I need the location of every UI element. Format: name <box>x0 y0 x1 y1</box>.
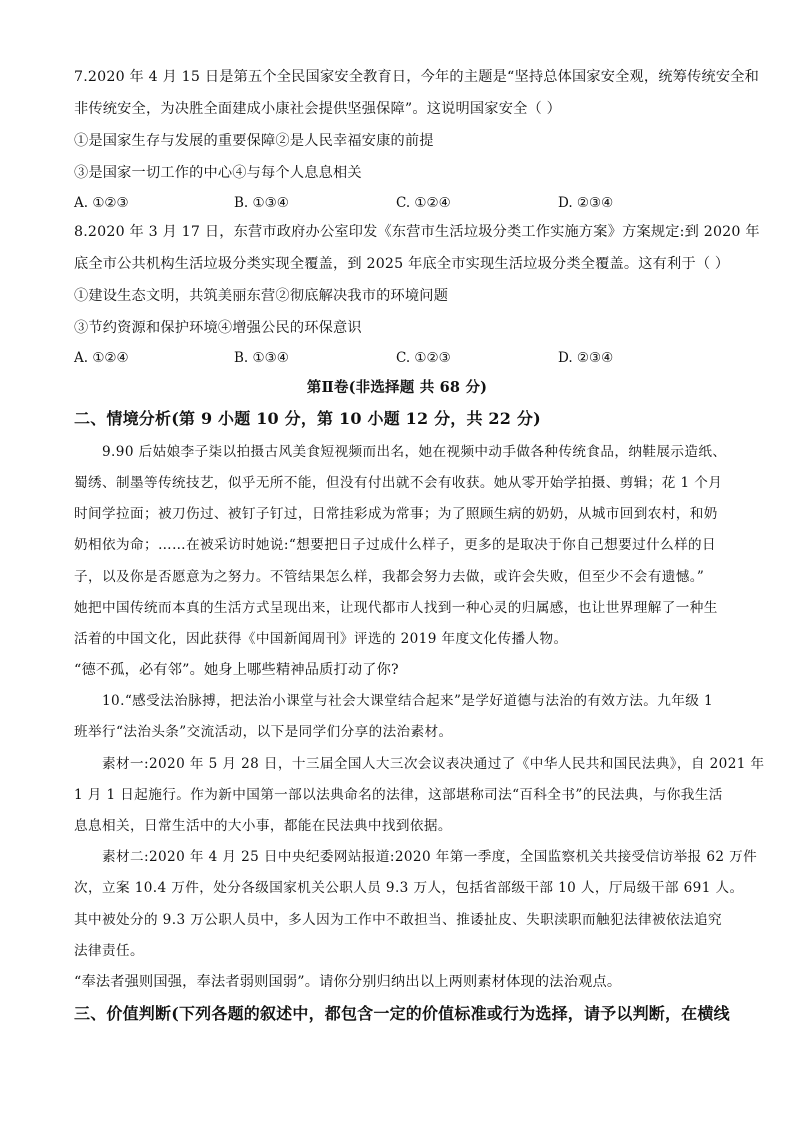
q9-line: 子，以及你是否愿意为之努力。不管结果怎么样，我都会努力去做，或许会失败，但至少不会有遗憾。” <box>74 569 705 585</box>
q7-option-a: A. ①②③ <box>74 195 129 211</box>
part-3-heading: 三、价值判断(下列各题的叙述中，都包含一定的价值标准或行为选择，请予以判断，在横线 <box>74 1004 730 1023</box>
q10-material-1-line: 素材一:2020 年 5 月 28 日，十三届全国人大三次会议表决通过了《中华人民共和国民法典》，自 2021 年 <box>102 756 765 772</box>
part-2-heading: 二、情境分析(第 9 小题 10 分，第 10 小题 12 分，共 22 分) <box>74 409 541 428</box>
q9-line: 活着的中国文化，因此获得《中国新闻周刊》评选的 2019 年度文化传播人物。 <box>74 631 568 647</box>
q9-question: “德不孤，必有邻”。她身上哪些精神品质打动了你? <box>74 662 399 678</box>
q8-statement-1: ①建设生态文明，共筑美丽东营②彻底解决我市的环境问题 <box>74 288 449 304</box>
q10-material-2-line: 法律责任。 <box>74 943 144 959</box>
q10-material-2-line: 次，立案 10.4 万件，处分各级国家机关公职人员 9.3 万人，包括省部级干部 10 人，厅局级干部 691 人。 <box>74 880 744 896</box>
q7-option-d: D. ②③④ <box>558 195 614 211</box>
q10-intro-line: 10.“感受法治脉搏，把法治小课堂与社会大课堂结合起来”是学好道德与法治的有效方法。九年级 1 <box>102 693 714 709</box>
q9-line: 奶相依为命；……在被采访时她说:“想要把日子过成什么样子，更多的是取决于你自己想要过什么样的日 <box>74 537 717 553</box>
q10-question: “奉法者强则国强，奉法者弱则国弱”。请你分别归纳出以上两则素材体现的法治观点。 <box>74 974 622 990</box>
q10-intro-line: 班举行“法治头条”交流活动，以下是同学们分享的法治素材。 <box>74 724 453 740</box>
q8-line-1: 8.2020 年 3 月 17 日，东营市政府办公室印发《东营市生活垃圾分类工作实施方案》方案规定:到 2020 年 <box>74 224 760 240</box>
section-2-title: 第Ⅱ卷(非选择题 共 68 分) <box>306 379 488 396</box>
q8-option-c: C. ①②③ <box>396 350 451 366</box>
q9-line: 蜀绣、制墨等传统技艺，似乎无所不能，但没有付出就不会有收获。她从零开始学拍摄、剪辑；花 1 个月 <box>74 475 723 491</box>
q9-line: 时间学拉面；被刀伤过、被钉子钉过，日常挂彩成为常事；为了照顾生病的奶奶，从城市回到农村，和奶 <box>74 506 718 522</box>
q8-statement-2: ③节约资源和保护环境④增强公民的环保意识 <box>74 320 362 336</box>
q8-option-a: A. ①②④ <box>74 350 129 366</box>
q8-line-2: 底全市公共机构生活垃圾分类实现全覆盖，到 2025 年底全市实现生活垃圾分类全覆盖。这有利于（ ） <box>74 256 730 272</box>
q10-material-1-line: 1 月 1 日起施行。作为新中国第一部以法典命名的法律，这部堪称司法“百科全书”的民法典，与你我生活 <box>74 787 723 803</box>
q7-line-1: 7.2020 年 4 月 15 日是第五个全民国家安全教育日，今年的主题是“坚持总体国家安全观，统筹传统安全和 <box>74 69 760 85</box>
q7-line-2: 非传统安全，为决胜全面建成小康社会提供坚强保障”。这说明国家安全（ ） <box>74 101 561 117</box>
q7-option-b: B. ①③④ <box>234 195 289 211</box>
q7-option-c: C. ①②④ <box>396 195 451 211</box>
q10-material-1-line: 息息相关，日常生活中的大小事，都能在民法典中找到依据。 <box>74 818 452 834</box>
q10-material-2-line: 素材二:2020 年 4 月 25 日中央纪委网站报道:2020 年第一季度，全国监察机关共接受信访举报 62 万件 <box>102 849 758 865</box>
q7-statement-2: ③是国家一切工作的中心④与每个人息息相关 <box>74 165 362 181</box>
q8-option-d: D. ②③④ <box>558 350 614 366</box>
q9-line: 9.90 后姑娘李子柒以拍摄古风美食短视频而出名，她在视频中动手做各种传统食品，纳鞋展示造纸、 <box>102 444 727 460</box>
q7-statement-1: ①是国家生存与发展的重要保障②是人民幸福安康的前提 <box>74 133 434 149</box>
q9-line: 她把中国传统而本真的生活方式呈现出来，让现代都市人找到一种心灵的归属感，也让世界理解了一种生 <box>74 600 718 616</box>
q8-option-b: B. ①③④ <box>234 350 289 366</box>
q10-material-2-line: 其中被处分的 9.3 万公职人员中，多人因为工作中不敢担当、推诿扯皮、失职渎职而触犯法律被依法追究 <box>74 912 722 928</box>
